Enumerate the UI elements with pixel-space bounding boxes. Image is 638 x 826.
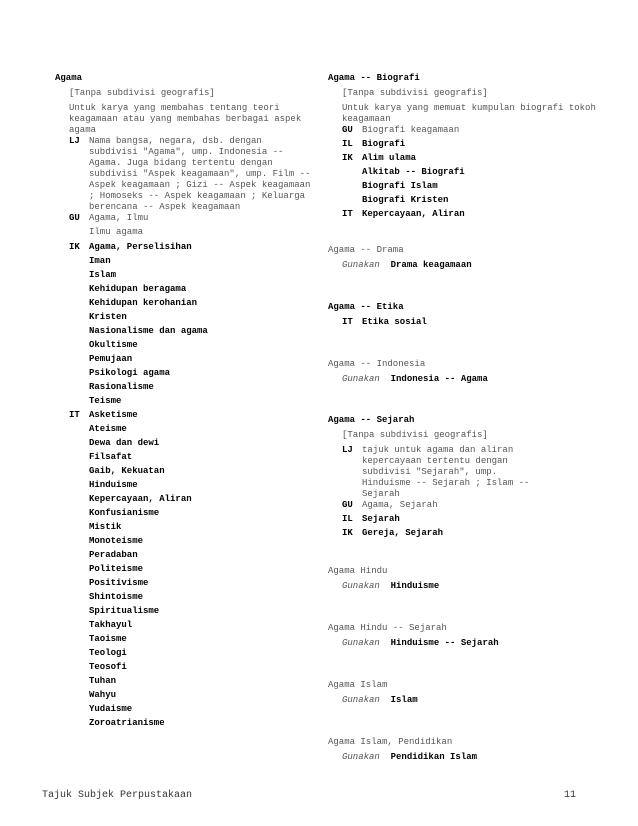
it-term: Zoroatrianisme xyxy=(89,718,165,728)
biografi-ik-first: Alim ulama xyxy=(362,153,417,163)
lj-text: Nama bangsa, negara, dsb. dengan subdivisi "Agama", ump. Indonesia -- Agama. Juga bidang tertentu dengan subdivisi "Aspek keagamaan", ump. Film -- Aspek keagamaan ; Gizi -- Aspek keagamaan ; Homoseks -- Aspek keagamaan ; Keluarga berencana -- Aspek keagamaan xyxy=(89,136,311,212)
entry-heading-agama-hindu: Agama Hindu xyxy=(328,566,388,576)
ik-tag: IK xyxy=(69,242,80,252)
it-term: Hinduisme xyxy=(89,480,138,490)
it-term: Dewa dan dewi xyxy=(89,438,160,448)
it-term: Wahyu xyxy=(89,690,117,700)
hindu-use-row xyxy=(328,581,598,592)
lj-row xyxy=(55,136,315,213)
biografi-gu-row xyxy=(328,125,598,139)
gu-row xyxy=(55,213,315,224)
entry-heading-hindu-sejarah: Agama Hindu -- Sejarah xyxy=(328,623,447,633)
it-term: Tuhan xyxy=(89,676,117,686)
scope-note: Untuk karya yang membahas tentang teori keagamaan atau yang membahas berbagai aspek agama xyxy=(69,103,302,135)
biografi-ik-row xyxy=(328,153,598,167)
footer-title: Tajuk Subjek Perpustakaan xyxy=(42,790,193,801)
sejarah-ik-row xyxy=(328,528,598,542)
use-label: Gunakan xyxy=(342,752,380,762)
ik-term-list xyxy=(55,256,315,410)
right-column xyxy=(328,73,598,763)
use-label: Gunakan xyxy=(342,581,380,591)
sejarah-gu-text: Agama, Sejarah xyxy=(362,500,438,510)
ik-term: Teisme xyxy=(89,396,122,406)
sejarah-il-text: Sejarah xyxy=(362,514,400,524)
it-term: Kepercayaan, Aliran xyxy=(89,494,192,504)
gu-text-2: Ilmu agama xyxy=(89,227,144,237)
lj-tag: LJ xyxy=(342,445,353,455)
it-term: Mistik xyxy=(89,522,122,532)
use-label: Gunakan xyxy=(342,638,380,648)
ik-term: Islam xyxy=(89,270,117,280)
ik-term: Psikologi agama xyxy=(89,368,171,378)
it-term: Takhayul xyxy=(89,620,133,630)
ik-tag: IK xyxy=(342,528,353,538)
it-term: Filsafat xyxy=(89,452,133,462)
il-tag: IL xyxy=(342,514,353,524)
ik-first-term: Agama, Perselisihan xyxy=(89,242,192,252)
ik-row xyxy=(55,242,315,256)
sejarah-ik-text: Gereja, Sejarah xyxy=(362,528,444,538)
il-tag: IL xyxy=(342,139,353,149)
it-tag: IT xyxy=(342,317,353,327)
it-term: Teologi xyxy=(89,648,127,658)
entry-heading-sejarah: Agama -- Sejarah xyxy=(328,415,415,425)
gu-tag: GU xyxy=(342,125,353,135)
left-column xyxy=(55,73,315,732)
lj-tag: LJ xyxy=(69,136,80,146)
it-term: Gaib, Kekuatan xyxy=(89,466,165,476)
it-term-list xyxy=(55,424,315,732)
ik-term: Rasionalisme xyxy=(89,382,154,392)
biografi-it-row xyxy=(328,209,598,223)
biografi-ik-term: Biografi Islam xyxy=(362,181,438,191)
sejarah-note: [Tanpa subdivisi geografis] xyxy=(342,430,488,440)
islam-use-row xyxy=(328,695,598,706)
ik-tag: IK xyxy=(342,153,353,163)
ik-term: Iman xyxy=(89,256,111,266)
page-number: 11 xyxy=(564,790,577,801)
gu-text: Agama, Ilmu xyxy=(89,213,149,223)
gu-tag: GU xyxy=(69,213,80,223)
islam-pendidikan-use-row xyxy=(328,752,598,763)
ik-term: Pemujaan xyxy=(89,354,133,364)
it-term: Yudaisme xyxy=(89,704,133,714)
entry-heading-agama-islam: Agama Islam xyxy=(328,680,388,690)
hindu-sejarah-use-row xyxy=(328,638,598,649)
it-term: Shintoisme xyxy=(89,592,144,602)
biografi-il-text: Biografi xyxy=(362,139,406,149)
entry-heading-islam-pendidikan: Agama Islam, Pendidikan xyxy=(328,737,453,747)
entry-heading-indonesia: Agama -- Indonesia xyxy=(328,359,426,369)
it-term: Politeisme xyxy=(89,564,144,574)
it-tag: IT xyxy=(342,209,353,219)
biografi-ik-list xyxy=(328,167,598,209)
biografi-il-row xyxy=(328,139,598,153)
biografi-it-text: Kepercayaan, Aliran xyxy=(362,209,465,219)
it-term: Teosofi xyxy=(89,662,127,672)
gu-tag: GU xyxy=(342,500,353,510)
ik-term: Okultisme xyxy=(89,340,138,350)
islam-use-term: Islam xyxy=(390,695,418,705)
drama-use-term: Drama keagamaan xyxy=(390,260,472,270)
it-term: Positivisme xyxy=(89,578,149,588)
sejarah-il-row xyxy=(328,514,598,528)
ik-term: Kristen xyxy=(89,312,127,322)
biografi-note: [Tanpa subdivisi geografis] xyxy=(342,88,488,98)
entry-heading-agama: Agama xyxy=(55,73,83,83)
use-label: Gunakan xyxy=(342,695,380,705)
entry-heading-drama: Agama -- Drama xyxy=(328,245,404,255)
islam-pendidikan-use-term: Pendidikan Islam xyxy=(390,752,478,762)
entry-heading-etika: Agama -- Etika xyxy=(328,302,404,312)
indonesia-use-term: Indonesia -- Agama xyxy=(390,374,488,384)
it-row xyxy=(55,410,315,424)
biografi-scope: Untuk karya yang memuat kumpulan biografi tokoh keagamaan xyxy=(342,103,596,124)
ik-term: Kehidupan kerohanian xyxy=(89,298,198,308)
ik-term: Kehidupan beragama xyxy=(89,284,187,294)
indonesia-use-row xyxy=(328,374,598,385)
sejarah-lj-text: tajuk untuk agama dan aliran kepercayaan tertentu dengan subdivisi "Sejarah", ump. Hinduisme -- Sejarah ; Islam -- Sejarah xyxy=(362,445,530,499)
etika-it-text: Etika sosial xyxy=(362,317,427,327)
biografi-ik-term: Alkitab -- Biografi xyxy=(362,167,465,177)
it-term: Peradaban xyxy=(89,550,138,560)
it-tag: IT xyxy=(69,410,80,420)
entry-heading-biografi: Agama -- Biografi xyxy=(328,73,420,83)
it-term: Spiritualisme xyxy=(89,606,160,616)
it-term: Taoisme xyxy=(89,634,127,644)
ik-term: Nasionalisme dan agama xyxy=(89,326,208,336)
it-term: Monoteisme xyxy=(89,536,144,546)
scope-note-geographic: [Tanpa subdivisi geografis] xyxy=(69,88,215,98)
hindu-use-term: Hinduisme xyxy=(390,581,440,591)
use-label: Gunakan xyxy=(342,260,380,270)
it-term: Konfusianisme xyxy=(89,508,160,518)
hindu-sejarah-use-term: Hinduisme -- Sejarah xyxy=(390,638,499,648)
biografi-gu-text: Biografi keagamaan xyxy=(362,125,460,135)
drama-use-row xyxy=(328,260,598,271)
etika-it-row xyxy=(328,317,598,328)
sejarah-gu-row xyxy=(328,500,598,514)
it-first-term: Asketisme xyxy=(89,410,138,420)
biografi-ik-term: Biografi Kristen xyxy=(362,195,449,205)
sejarah-lj-row xyxy=(328,445,598,500)
use-label: Gunakan xyxy=(342,374,380,384)
it-term: Ateisme xyxy=(89,424,127,434)
